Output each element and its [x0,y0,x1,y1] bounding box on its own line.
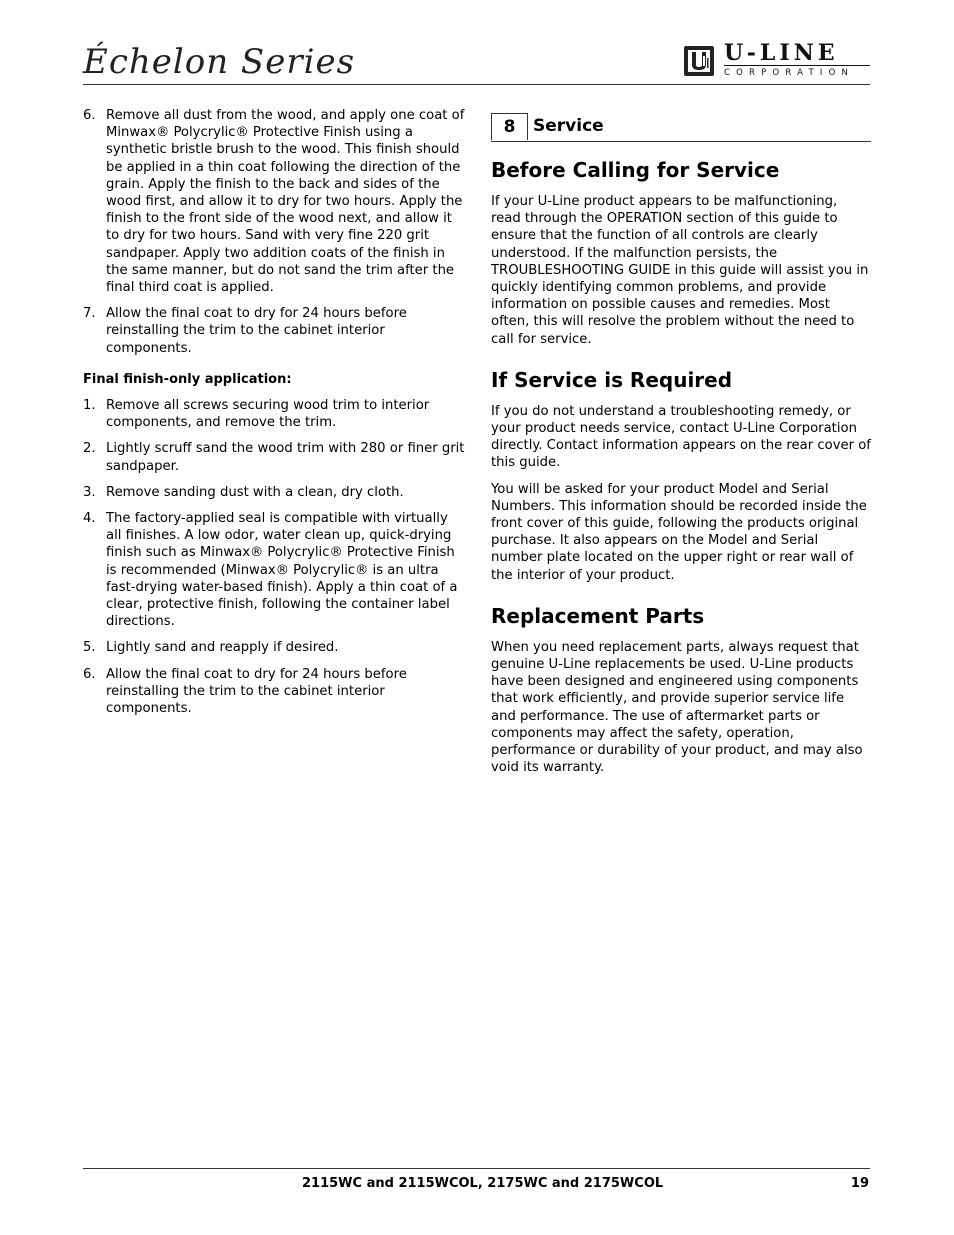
if-service-required-paragraph-2: You will be asked for your product Model and Serial Numbers. This information should be recorded inside the front cover of this guide, following the products original purchase. It also appears on the Model and Serial number plate located on the upper right or rear wall of the interior of your product. [491,481,867,583]
if-service-required-paragraph-1: If you do not understand a troubleshooting remedy, or your product needs service, contact U-Line Corporation directly. Contact information appears on the rear cover of this guide. [491,403,871,471]
section-header [491,113,871,142]
list-item [83,440,465,474]
final-finish-steps-list [83,397,465,717]
step-number: 5. [83,640,96,656]
series-title: Échelon Series [83,42,356,82]
section-number: 8 [491,113,528,140]
logo-name: U-LINE [724,40,839,66]
header-divider [83,84,870,85]
step-text: Remove all dust from the wood, and apply one coat of Minwax® Polycrylic® Protective Finish using a synthetic bristle brush to the wood. This finish should be applied in a thin coat following the direction of the grain. Apply the finish to the back and sides of the wood first, and allow it to dry for two hours. Apply the finish to the front side of the wood next, and allow it to dry for two hours. Sand with very fine 220 grit sandpaper. Apply two addition coats of the finish in the same manner, but do not sand the trim after the final third coat is applied. [106,108,465,296]
page-number: 19 [850,1176,869,1191]
list-item [83,484,465,501]
before-calling-heading: Before Calling for Service [491,158,780,182]
section-title: Service [533,116,604,136]
step-text: Remove all screws securing wood trim to interior components, and remove the trim. [106,398,430,431]
step-number: 4. [83,511,96,527]
step-number: 7. [83,306,96,322]
list-item [83,666,465,718]
step-text: Allow the final coat to dry for 24 hours before reinstalling the trim to the cabinet interior components. [106,306,407,356]
list-item [83,107,465,296]
logo-subtitle: CORPORATION [724,68,855,78]
if-service-required-heading: If Service is Required [491,367,733,392]
step-number: 2. [83,441,96,457]
page-header [83,38,870,86]
step-number: 1. [83,398,96,414]
step-text: Remove sanding dust with a clean, dry cloth. [106,484,404,500]
step-text: Lightly sand and reapply if desired. [106,640,339,656]
step-number: 6. [83,108,96,123]
replacement-parts-paragraph: When you need replacement parts, always request that genuine U-Line replacements be used. U-Line products have been designed and engineered using components that work efficiently, and provide superior service life and performance. The use of aftermarket parts or components may affect the safety, operation, performance or durability of your product, and may also void its warranty. [491,639,863,776]
right-column [491,113,871,785]
step-text: The factory-applied seal is compatible with virtually all finishes. A low odor, water clean up, quick-drying finish such as Minwax® Polycrylic® Protective Finish is recommended (Minwax® Polycrylic® is an ultra fast-drying water-based finish). Apply a thin coat of a clear, protective finish, following the container label directions. [106,511,458,630]
replacement-parts-heading: Replacement Parts [491,603,705,628]
before-calling-paragraph: If your U-Line product appears to be malfunctioning, read through the OPERATION section of this guide to ensure that the function of all controls are clearly understood. If the malfunction persists, the TROUBLESHOOTING GUIDE in this guide will assist you in quickly identifying common problems, and provide information on possible causes and remedies. Most often, this will resolve the problem without the need to call for service. [491,194,869,347]
u-line-logo [684,40,870,80]
list-item [83,397,465,431]
list-item [83,639,465,656]
final-finish-subheading: Final finish-only application: [83,371,292,387]
footer-models: 2115WC and 2115WCOL, 2175WC and 2175WCOL [302,1176,664,1191]
refinish-steps-list [83,107,465,357]
step-number: 6. [83,666,96,682]
list-item [83,510,465,630]
step-text: Allow the final coat to dry for 24 hours before reinstalling the trim to the cabinet interior components. [106,666,407,717]
u-line-emblem-icon [684,46,714,76]
left-column [83,107,465,726]
step-text: Lightly scruff sand the wood trim with 280 or finer grit sandpaper. [106,441,465,474]
footer-divider [83,1168,870,1169]
step-number: 3. [83,484,96,500]
list-item [83,305,465,357]
logo-divider [724,65,870,66]
